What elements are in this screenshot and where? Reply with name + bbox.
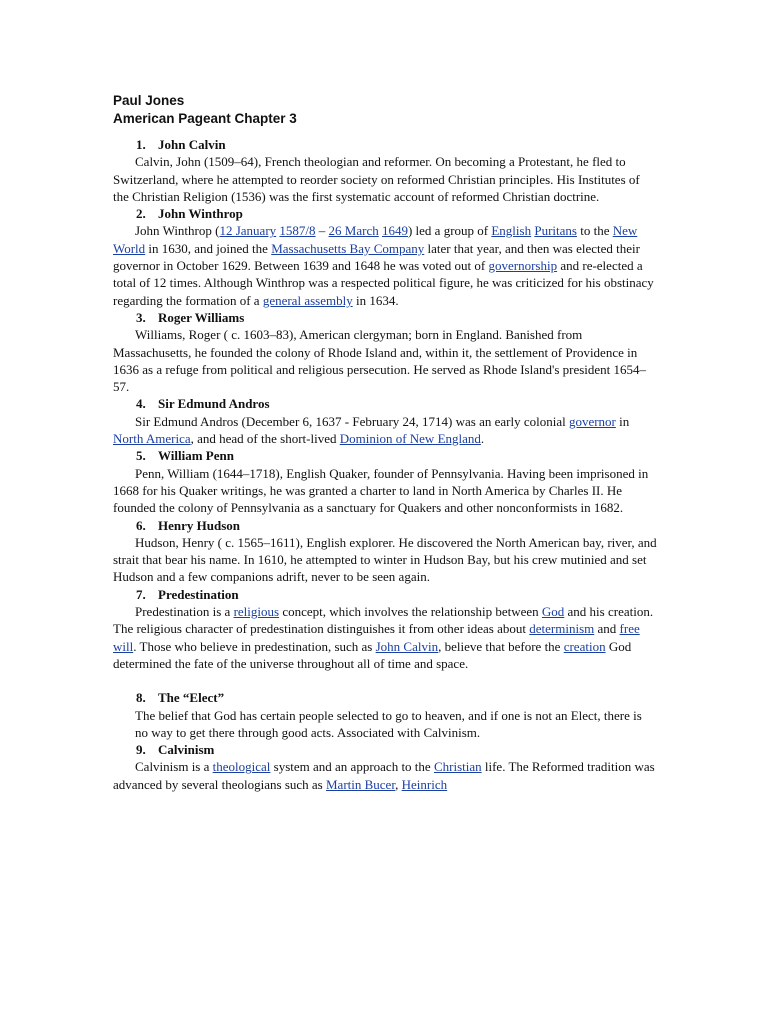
hyperlink[interactable]: 26 March	[328, 223, 379, 239]
text-run: and re-elected a total of 12 times. Although Winthrop was a respected political figure, he was criticized for his obstinacy regarding the formation of a	[113, 258, 654, 308]
list-item	[113, 447, 658, 516]
text-run: Hudson, Henry ( c. 1565–1611), English explorer. He discovered the North American bay, river, and strait that bear his name. In 1610, he attempted to winter in Hudson Bay, but his crew mutinied and set Hudson and a few companions adrift, never to be seen again.	[113, 534, 657, 585]
term-title: Predestination	[158, 586, 239, 602]
hyperlink[interactable]: determinism	[529, 621, 595, 637]
list-item	[113, 205, 658, 309]
list-item	[113, 517, 658, 586]
hyperlink[interactable]: Puritans	[534, 223, 577, 239]
term-definition	[113, 603, 658, 672]
term-heading	[113, 395, 658, 412]
list-item	[113, 586, 658, 672]
list-item	[113, 136, 658, 205]
text-run: ) led a group of	[407, 223, 492, 239]
term-title: John Winthrop	[158, 206, 243, 222]
text-run: and his creation. The religious character of predestination distinguishes it from other ideas about	[113, 604, 654, 637]
text-run: , and head of the short-lived	[190, 431, 340, 447]
hyperlink[interactable]: governor	[568, 413, 616, 429]
term-number: 5.	[136, 448, 146, 464]
text-run: system and an approach to the	[270, 759, 434, 775]
text-run: later that year, and then was elected their governor in October 1629. Between 1639 and 1648 he was voted out of	[113, 240, 640, 274]
hyperlink[interactable]: Massachusetts Bay Company	[271, 240, 425, 256]
term-definition	[113, 413, 658, 448]
hyperlink[interactable]: free will	[113, 621, 640, 654]
term-title: Roger Williams	[158, 309, 245, 325]
hyperlink[interactable]: 1587/8	[279, 223, 316, 239]
term-title: Sir Edmund Andros	[158, 396, 270, 412]
text-run: Sir Edmund Andros (December 6, 1637 - February 24, 1714) was an early colonial	[135, 413, 569, 429]
document-page	[113, 90, 658, 793]
hyperlink[interactable]: theological	[212, 759, 271, 775]
hyperlink[interactable]: English	[491, 223, 532, 239]
term-number: 2.	[136, 206, 146, 222]
text-run: John Winthrop (	[135, 223, 220, 239]
term-definition	[113, 465, 658, 517]
list-item	[113, 309, 658, 395]
text-run: Calvinism is a	[135, 759, 213, 775]
text-run: ,	[395, 776, 402, 792]
term-title: Henry Hudson	[158, 517, 240, 533]
term-definition	[113, 758, 658, 793]
term-heading	[113, 309, 658, 326]
text-run: Predestination is a	[135, 604, 234, 620]
term-title: John Calvin	[158, 137, 226, 152]
hyperlink[interactable]: 1649	[381, 223, 408, 239]
term-definition	[113, 707, 658, 742]
author-name: Paul Jones	[113, 93, 185, 108]
text-run: to the	[576, 223, 613, 239]
term-number: 7.	[136, 586, 146, 602]
list-item	[113, 741, 658, 793]
term-number: 3.	[136, 309, 146, 325]
text-run: Calvin, John (1509–64), French theologian and reformer. On becoming a Protestant, he fled to Switzerland, where he attempted to reorder society on reformed Christian principles. His Institutes of the Christian Religion (1536) was the first systematic account of reformed Christian doctrine.	[113, 154, 640, 204]
hyperlink[interactable]: John Calvin	[375, 638, 439, 654]
term-list	[113, 136, 658, 793]
hyperlink[interactable]: God	[541, 604, 565, 620]
hyperlink[interactable]: Dominion of New England	[339, 431, 481, 447]
text-run: .	[480, 431, 485, 447]
hyperlink[interactable]: general assembly	[262, 292, 353, 308]
term-definition	[113, 534, 658, 586]
term-heading	[113, 205, 658, 222]
hyperlink[interactable]: 12 January	[219, 223, 277, 239]
hyperlink[interactable]: Christian	[433, 759, 482, 775]
hyperlink[interactable]: Heinrich	[401, 776, 448, 792]
text-run: , believe that before the	[438, 638, 564, 654]
term-title: Calvinism	[158, 742, 215, 758]
term-heading	[113, 741, 658, 758]
list-item	[113, 689, 658, 741]
text-run: The belief that God has certain people selected to go to heaven, and if one is not an Elect, there is no way to get there through good acts. Associated with Calvinism.	[135, 707, 642, 740]
term-heading	[113, 517, 658, 534]
term-definition	[113, 222, 658, 308]
list-item	[113, 395, 658, 447]
term-definition	[113, 153, 658, 205]
term-number: 4.	[136, 396, 146, 412]
term-heading	[113, 689, 658, 706]
text-run: life. The Reformed tradition was advanced by several theologians such as	[113, 759, 655, 792]
text-run: Penn, William (1644–1718), English Quaker, founder of Pennsylvania. Having been imprisoned in 1668 for his Quaker writings, he was granted a charter to land in North America by Charles II. He founded the colony of Pennsylvania as a sanctuary for Quakers and other nonconformists in 1682.	[113, 465, 649, 516]
document-title: American Pageant Chapter 3	[113, 110, 297, 126]
text-run: in 1634.	[352, 292, 399, 308]
hyperlink[interactable]: Martin Bucer	[325, 776, 396, 792]
term-number: 1.	[136, 137, 146, 152]
term-heading	[113, 586, 658, 603]
term-number: 8.	[136, 690, 146, 706]
hyperlink[interactable]: New World	[113, 223, 638, 256]
text-run: and	[594, 621, 620, 637]
text-run: in	[615, 413, 630, 429]
term-heading	[113, 447, 658, 464]
term-title: William Penn	[158, 448, 234, 464]
term-title: The “Elect”	[158, 690, 225, 706]
hyperlink[interactable]: creation	[563, 638, 606, 654]
text-run: Williams, Roger ( c. 1603–83), American clergyman; born in England. Banished from Massachusetts, he founded the colony of Rhode Island and, within it, the settlement of Providence in 1636 as a refuge from political and religious persecution. He served as Rhode Island's president 1654–57.	[113, 327, 647, 395]
term-number: 9.	[136, 742, 146, 758]
text-run: God determined the fate of the universe throughout all of time and space.	[113, 638, 632, 671]
text-run: . Those who believe in predestination, such as	[133, 638, 376, 654]
hyperlink[interactable]: religious	[233, 604, 280, 620]
term-definition	[113, 326, 658, 395]
text-run: concept, which involves the relationship between	[279, 604, 542, 620]
text-run: –	[315, 223, 329, 239]
term-heading	[113, 136, 658, 153]
hyperlink[interactable]: governorship	[488, 258, 558, 274]
term-number: 6.	[136, 517, 146, 533]
hyperlink[interactable]: North America	[113, 431, 191, 447]
text-run: in 1630, and joined the	[145, 240, 272, 256]
